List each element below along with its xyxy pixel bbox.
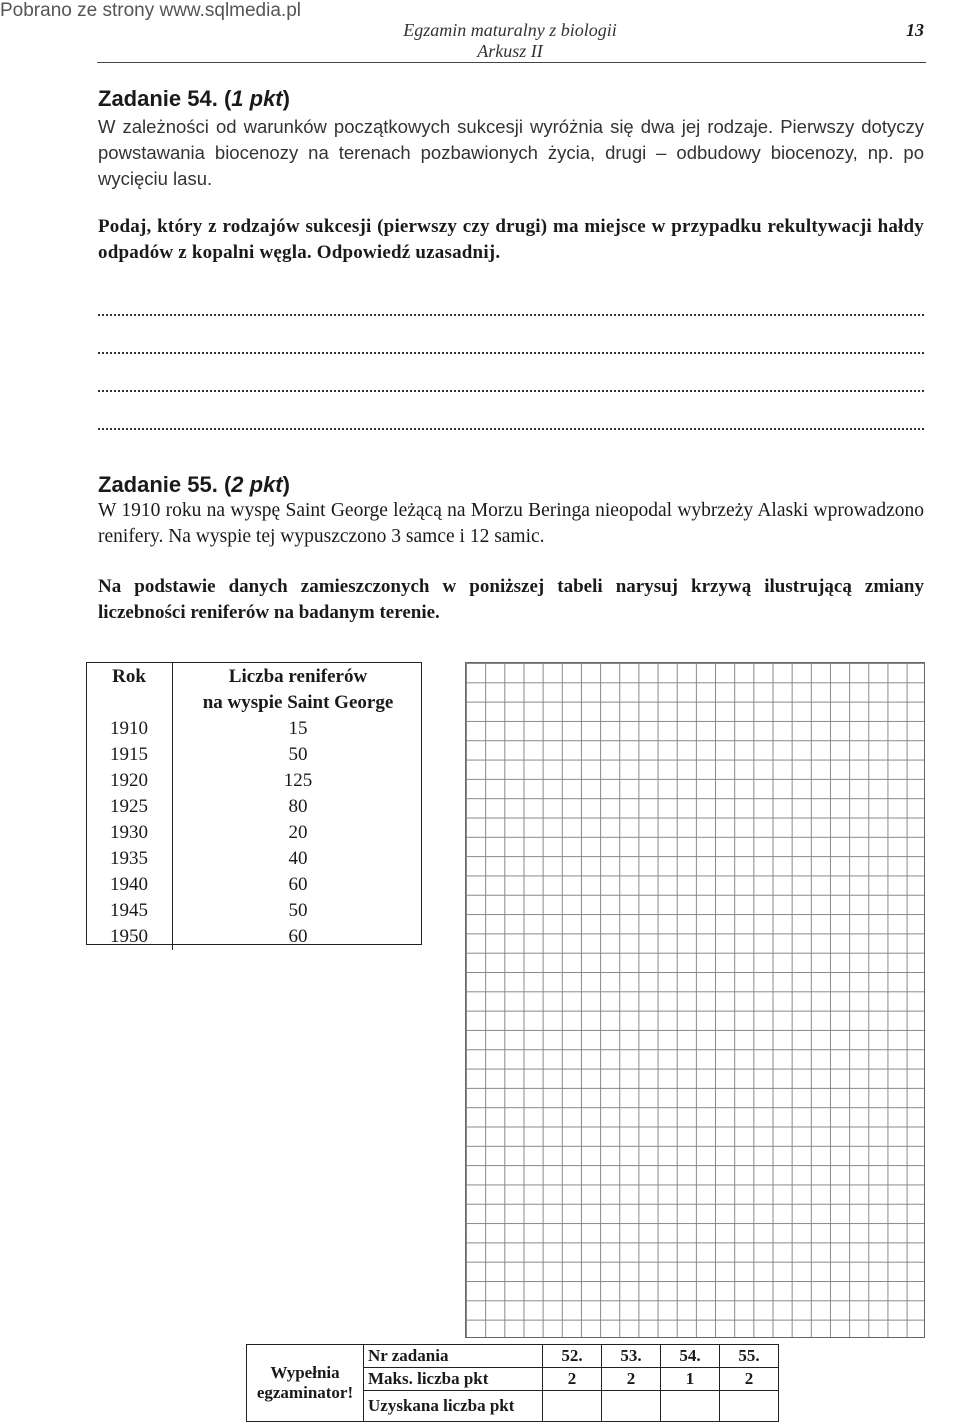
- year-cell: 1910: [86, 716, 173, 742]
- header-rule: [97, 62, 926, 63]
- obtained-points-cell[interactable]: [661, 1391, 720, 1422]
- watermark: Pobrano ze strony www.sqlmedia.pl: [0, 0, 301, 21]
- obtained-points-cell[interactable]: [602, 1391, 661, 1422]
- table-row: [86, 768, 423, 794]
- table-row: [86, 872, 423, 898]
- col-header-count: Liczba reniferów na wyspie Saint George: [202, 666, 394, 713]
- table-row: [86, 742, 423, 768]
- header-subtitle: Arkusz II: [477, 41, 543, 61]
- task55-instruction: Na podstawie danych zamieszczonych w poniższej tabeli narysuj krzywą ilustrującą zmiany liczebności reniferów na badanym terenie.: [98, 576, 924, 623]
- task54-intro: W zależności od warunków początkowych sukcesji wyróżnia się dwa jej rodzaje. Pierwszy dotyczy powstawania biocenozy na terenach pozbawionych życia, drugi – odbudowy biocenozy, np. po wycięciu lasu.: [98, 116, 924, 189]
- task55-title: Zadanie 55. (2 pkt): [98, 472, 290, 497]
- count-cell: 60: [288, 926, 308, 947]
- task-number-cell: 55.: [720, 1345, 779, 1368]
- obtained-points-cell[interactable]: [543, 1391, 602, 1422]
- year-cell: 1940: [86, 872, 173, 898]
- count-cell: 80: [288, 796, 308, 817]
- examiner-label: Wypełnia egzaminator!: [247, 1345, 364, 1422]
- answer-line-2[interactable]: [98, 338, 924, 354]
- count-cell: 60: [288, 874, 308, 895]
- count-cell: 50: [288, 744, 308, 765]
- max-points-cell: 2: [720, 1368, 779, 1391]
- col-header-year: Rok: [86, 662, 173, 716]
- task-number-cell: 53.: [602, 1345, 661, 1368]
- table-row: [86, 898, 423, 924]
- max-points-cell: 2: [602, 1368, 661, 1391]
- obtained-points-cell[interactable]: [720, 1391, 779, 1422]
- year-cell: 1915: [86, 742, 173, 768]
- task55-intro: W 1910 roku na wyspę Saint George leżącą na Morzu Beringa nieopodal wybrzeży Alaski wprowadzono renifery. Na wyspie tej wypuszczono 3 samce i 12 samic.: [98, 500, 924, 547]
- drawing-grid[interactable]: [465, 662, 925, 1338]
- count-cell: 20: [288, 822, 308, 843]
- table-row: [86, 794, 423, 820]
- year-cell: 1945: [86, 898, 173, 924]
- year-cell: 1925: [86, 794, 173, 820]
- year-cell: 1950: [86, 924, 173, 950]
- task-number-cell: 54.: [661, 1345, 720, 1368]
- table-row: [86, 820, 423, 846]
- row-max-points-label: Maks. liczba pkt: [364, 1368, 543, 1391]
- count-cell: 50: [288, 900, 308, 921]
- task-number-cell: 52.: [543, 1345, 602, 1368]
- table-row: [86, 924, 423, 950]
- answer-line-1[interactable]: [98, 300, 924, 316]
- count-cell: 125: [283, 770, 313, 791]
- page-number: 13: [906, 20, 924, 40]
- year-cell: 1935: [86, 846, 173, 872]
- row-obtained-points-label: Uzyskana liczba pkt: [364, 1391, 543, 1422]
- answer-line-3[interactable]: [98, 376, 924, 392]
- count-cell: 15: [288, 718, 308, 739]
- task54-title: Zadanie 54. (1 pkt): [98, 86, 290, 111]
- data-table: [86, 662, 423, 950]
- year-cell: 1930: [86, 820, 173, 846]
- answer-line-4[interactable]: [98, 414, 924, 430]
- count-cell: 40: [288, 848, 308, 869]
- score-table: [246, 1344, 779, 1422]
- header-title: Egzamin maturalny z biologii: [403, 20, 617, 40]
- table-row: [86, 846, 423, 872]
- max-points-cell: 1: [661, 1368, 720, 1391]
- row-task-number-label: Nr zadania: [364, 1345, 543, 1368]
- max-points-cell: 2: [543, 1368, 602, 1391]
- task54-instruction: Podaj, który z rodzajów sukcesji (pierwszy czy drugi) ma miejsce w przypadku rekultywacji hałdy odpadów z kopalni węgla. Odpowiedź uzasadnij.: [98, 216, 924, 263]
- year-cell: 1920: [86, 768, 173, 794]
- table-row: [86, 716, 423, 742]
